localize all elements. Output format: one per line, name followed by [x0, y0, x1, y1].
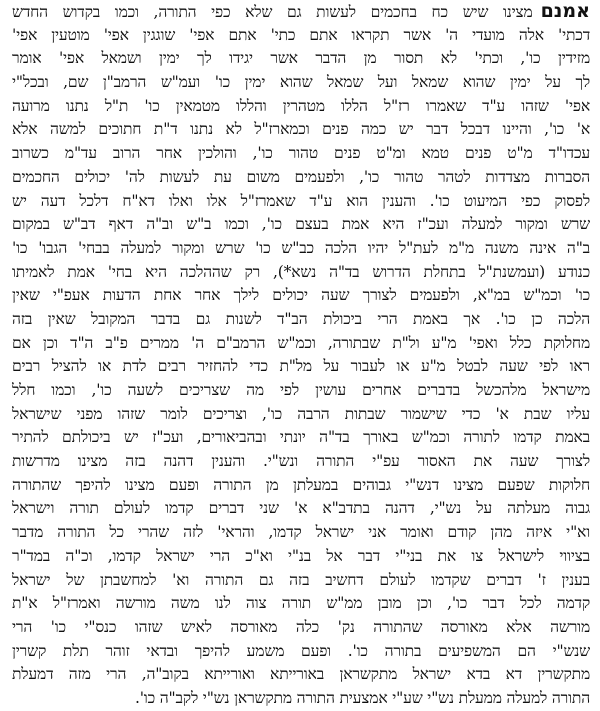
- text-line: לפסוק כפי המיעוט כו'. והענין הוא ע"ד שאמרז"ל אלו ואלו דא"ח דלכל דעה יש: [12, 191, 590, 210]
- text-line: דכתי' אלה מועדי ה' אשר תקראו אתם כתי' אתם אפי' שוגגין אפי' מוטעין אפי': [12, 25, 590, 44]
- text-line: כנודע (ועמשנת"ל בתחלת הדרוש בד"ה נשא*), רק שההלכה היא בחי' אמת לאמיתו: [12, 262, 590, 281]
- text-line: מתקשרין דא בדא ישראל מתקשראן באורייתא ואורייתא בקוב"ה, הרי מזה דמעלת: [12, 665, 590, 684]
- text-line: מישראל מלהכשל בדברים אחרים עושין לפי מה שצריכים לשעה כו', וכמו חלל: [12, 381, 590, 399]
- text-line: לך על ימין שהוא שמאל ועל שמאל שהוא ימין כו' ועמ"ש הרמב"ן שם, ובכל"י: [12, 73, 590, 92]
- text-line: וא"י איזה מהן קודם ואומר אני ישראל קדמו, והראי' לזה שהרי כל התורה מדבר: [12, 523, 590, 542]
- text-line: מחלוקת כלל ואפי' מ"ע ול"ת שבתורה, וכמ"ש הרמב"ם ה' ממרים פ"ב ה"ד וכן אם: [12, 333, 590, 352]
- text-line: חלוקות שפעם מצינו דנש"י גבוהים במעלתן מן התורה ופעם מצינו להיפך שהתורה: [12, 475, 590, 494]
- text-line: א' כו', והיינו דבכל דבר יש כמה פנים וכמארז"ל לא נתנו ד"ת חתוכים למשה אלא: [12, 120, 590, 139]
- text-line: מזידין כו', וכתי' לא תסור מן הדבר אשר יגידו לך ימין ושמאל אפי' אומר: [12, 49, 590, 68]
- text-line: הלכה כן כו'. אך באמת הרי ביכולת הב"ד לשנות גם בדבר המקובל שאין בזה: [12, 309, 590, 328]
- text-line: עליו שבת א' כדי שישמור שבתות הרבה כו', וצריכים לומר שזהו מפני שישראל: [12, 404, 590, 423]
- text-line: קדמה לכל דבר כו', וכן מובן ממ"ש תורה צוה לנו משה מורשה ואמרז"ל א"ת: [12, 594, 590, 613]
- text-line: באמת קדמו לתורה וכמ"ש באורך בד"ה יונתי ובהביאורים, ועכ"ז יש ביכולתם להתיר: [12, 428, 590, 447]
- text-line: ראו לפי שעה לבטל מ"ע או לעבור על מל"ת כדי להחזיר רבים לדת או להציל רבים: [12, 357, 590, 376]
- text-line: אפי' שזהו ע"ד שאמרו רז"ל הללו מטהרין והללו מטמאין כו' ת"ל נתנו מרועה: [12, 96, 590, 115]
- text-line: בציווי לישראל צו את בני"י דבר אל בנ"י וא"כ הרי ישראל קדמו, וכ"ה במד"ר: [12, 546, 590, 565]
- first-line-text: מצינו שיש כח בחכמים לעשות גם שלא כפי התורה, וכמו בקדוש החדש: [12, 3, 533, 21]
- text-line: בענין ז' דברים שקדמו לעולם דחשיב בזה גם התורה וא' למחשבתן של ישראל: [12, 570, 590, 589]
- text-line: [12, 0, 590, 24]
- text-line: עכדו"ד מ"ט פנים טמא ומ"ט פנים טהור כו', והולכין אחר הרוב עד"מ כשרוב: [12, 144, 590, 163]
- lead-word: אמנם: [540, 0, 590, 22]
- text-line: שנש"י הם המשפיעים בתורה כו'. ופעם משמע להיפך ובדאי זוהר תלת קשרין: [12, 641, 590, 660]
- text-line: לצורך שעה את האסור עפ"י התורה ונש"י. והענין דהנה בזה מצינו מדרשות: [12, 452, 590, 471]
- text-line: כו' וכמ"ש במ"א, ולפעמים לצורך שעה יכולים לילך אחר אחת הדעות אעפ"י שאין: [12, 286, 590, 305]
- text-line: התורה למעלה ממעלת נש"י שע"י אמצעית התורה מתקשראן נש"י לקב"ה כו'.: [134, 688, 590, 707]
- text-line: ב"ה אינה משנה מ"מ לעת"ל יהיו הלכה כב"ש כו' שרש ומקור למעלה בבחי' הגבו' כו': [12, 238, 590, 257]
- text-line: מורשה אלא מאורסה שהתורה נק' כלה מאורסה לאיש שזהו כנס"י כו' הרי: [12, 617, 590, 636]
- text-line: שרש ומקור למעלה ועכ"ז היא אמת בעצם כו', וכמו ב"ש וב"ה דאף דב"ש במקום: [12, 215, 590, 234]
- text-line: הסברות מצדדות לטהר טהור כו', ולפעמים משום עת לעשות לה' יכולים החכמים: [12, 167, 590, 186]
- text-line: גבוה מעלתה על נש"י, דהנה בתדב"א א' שני דברים קדמו לעולם תורה וישראל: [12, 499, 590, 518]
